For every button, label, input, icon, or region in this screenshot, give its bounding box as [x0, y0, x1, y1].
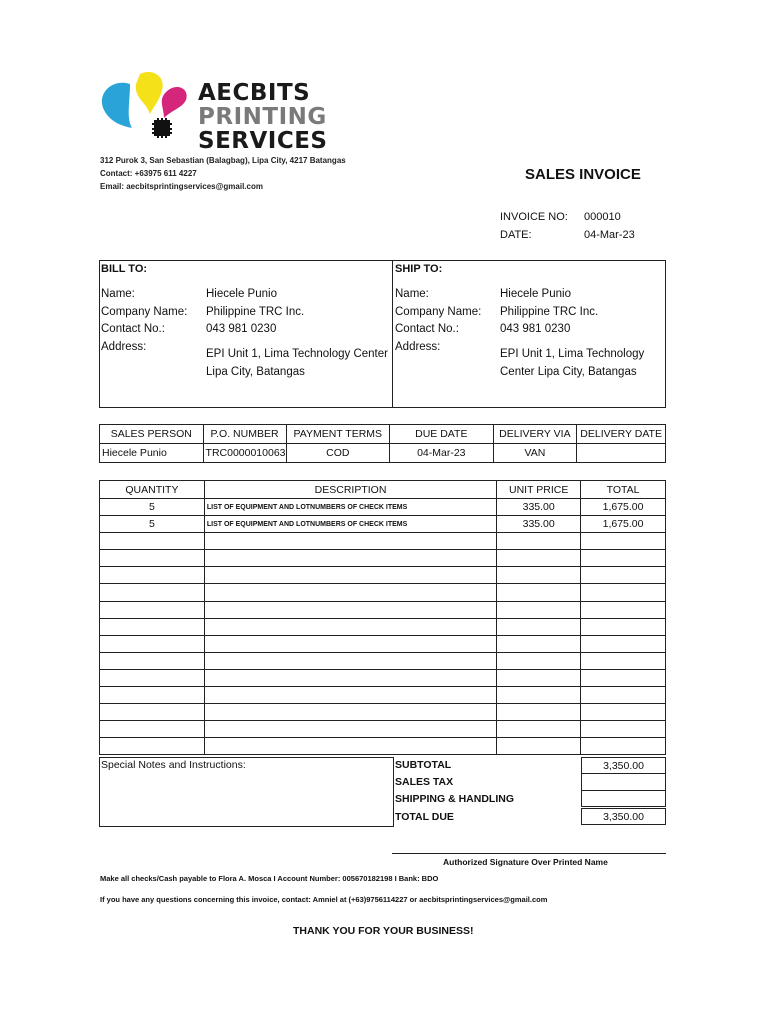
bill-company-label: Company Name:: [101, 305, 188, 318]
ship-address-value: [500, 346, 644, 381]
order-info-value-row: [100, 444, 666, 463]
total-due-value: 3,350.00: [581, 808, 666, 825]
logo-text-line2: PRINTING: [198, 104, 327, 130]
order-info-table: [99, 424, 666, 463]
empty-row: [100, 704, 666, 721]
company-contact: Contact: +63975 611 4227: [100, 169, 197, 178]
logo-text-line1: AECBITS: [198, 80, 311, 106]
ship-address-label: Address:: [395, 340, 441, 353]
empty-row: [100, 550, 666, 567]
due-date-value: 04-Mar-23: [390, 444, 493, 463]
header-delivery-date: DELIVERY DATE: [577, 425, 666, 444]
ship-name-label: Name:: [395, 288, 429, 300]
item-unit-price: 335.00: [497, 499, 581, 516]
header-total: TOTAL: [581, 481, 666, 499]
shipping-value: [581, 790, 666, 807]
empty-row: [100, 533, 666, 550]
empty-row: [100, 652, 666, 669]
item-total: 1,675.00: [581, 516, 666, 533]
date-value: 04-Mar-23: [584, 229, 635, 241]
subtotal-label: SUBTOTAL: [395, 759, 452, 771]
empty-row: [100, 635, 666, 652]
header-payment-terms: PAYMENT TERMS: [286, 425, 390, 444]
table-row: [100, 499, 666, 516]
ship-contact-value: 043 981 0230: [500, 323, 571, 335]
bill-name-label: Name:: [101, 288, 135, 300]
ship-address-line1: EPI Unit 1, Lima Technology: [500, 348, 645, 360]
signature-label: Authorized Signature Over Printed Name: [443, 857, 608, 867]
ship-to-values: [500, 286, 598, 339]
bill-ship-divider: [392, 260, 393, 408]
header-description: DESCRIPTION: [204, 481, 496, 499]
items-table: [99, 480, 666, 755]
contact-note: If you have any questions concerning this invoice, contact: Amniel at (+63)9756114227 or aecbitsprintingservices@gmail.com: [100, 895, 548, 904]
ship-company-label: Company Name:: [395, 305, 482, 318]
ship-to-labels: [395, 286, 481, 356]
bill-name-value: Hiecele Punio: [206, 288, 277, 300]
invoice-no-value: 000010: [584, 211, 621, 223]
shipping-label: SHIPPING & HANDLING: [395, 793, 515, 805]
logo-text-line3: SERVICES: [198, 128, 328, 154]
empty-row: [100, 601, 666, 618]
cyan-drop-shape: [102, 83, 132, 128]
empty-row: [100, 567, 666, 584]
sales-tax-value: [581, 774, 666, 790]
empty-row: [100, 669, 666, 686]
bill-to-labels: [101, 286, 187, 356]
bill-address-value: [206, 346, 388, 381]
payable-note: Make all checks/Cash payable to Flora A. Mosca I Account Number: 005670182198 I Bank: BDO: [100, 874, 439, 883]
total-due-label: TOTAL DUE: [395, 811, 454, 823]
empty-row: [100, 738, 666, 755]
empty-row: [100, 687, 666, 704]
bill-to-values: [206, 286, 304, 339]
bill-contact-label: Contact No.:: [101, 323, 165, 335]
item-total: 1,675.00: [581, 499, 666, 516]
date-label: DATE:: [500, 229, 532, 241]
ship-to-heading: SHIP TO:: [395, 263, 443, 275]
empty-row: [100, 721, 666, 738]
yellow-drop-shape: [136, 72, 163, 114]
magenta-drop-shape: [162, 87, 187, 118]
header-due-date: DUE DATE: [390, 425, 493, 444]
item-quantity: 5: [100, 516, 205, 533]
subtotal-value: 3,350.00: [581, 757, 666, 774]
payment-terms-value: COD: [286, 444, 390, 463]
bill-address-line1: EPI Unit 1, Lima Technology Center: [206, 348, 388, 360]
items-header-row: [100, 481, 666, 499]
ship-company-value: Philippine TRC Inc.: [500, 305, 599, 318]
ship-name-value: Hiecele Punio: [500, 288, 571, 300]
header-po-number: P.O. NUMBER: [203, 425, 286, 444]
sales-person-value: Hiecele Punio: [100, 444, 204, 463]
header-delivery-via: DELIVERY VIA: [493, 425, 577, 444]
item-unit-price: 335.00: [497, 516, 581, 533]
item-description: LIST OF EQUIPMENT AND LOTNUMBERS OF CHECK ITEMS: [204, 499, 496, 516]
bill-to-heading: BILL TO:: [101, 263, 148, 275]
notes-label: Special Notes and Instructions:: [101, 759, 246, 771]
header-unit-price: UNIT PRICE: [497, 481, 581, 499]
order-info-header-row: [100, 425, 666, 444]
empty-row: [100, 584, 666, 601]
header-sales-person: SALES PERSON: [100, 425, 204, 444]
ship-contact-label: Contact No.:: [395, 323, 459, 335]
item-description: LIST OF EQUIPMENT AND LOTNUMBERS OF CHECK ITEMS: [204, 516, 496, 533]
invoice-title: SALES INVOICE: [525, 166, 641, 183]
header-quantity: QUANTITY: [100, 481, 205, 499]
signature-line: [392, 853, 666, 854]
company-email: Email: aecbitsprintingservices@gmail.com: [100, 182, 263, 191]
po-number-value: TRC0000010063: [203, 444, 286, 463]
logo-ink-drops-icon: [100, 70, 192, 148]
empty-row: [100, 618, 666, 635]
delivery-date-value: [577, 444, 666, 463]
table-row: [100, 516, 666, 533]
bill-contact-value: 043 981 0230: [206, 323, 277, 335]
company-address: 312 Purok 3, San Sebastian (Balagbag), Lipa City, 4217 Batangas: [100, 156, 346, 165]
thank-you-message: THANK YOU FOR YOUR BUSINESS!: [293, 925, 474, 937]
item-quantity: 5: [100, 499, 205, 516]
invoice-no-label: INVOICE NO:: [500, 211, 568, 223]
bill-address-label: Address:: [101, 340, 147, 353]
sales-tax-label: SALES TAX: [395, 776, 454, 788]
bill-company-value: Philippine TRC Inc.: [206, 305, 305, 318]
bill-address-line2: Lipa City, Batangas: [206, 365, 305, 378]
ship-address-line2: Center Lipa City, Batangas: [500, 365, 637, 378]
delivery-via-value: VAN: [493, 444, 577, 463]
